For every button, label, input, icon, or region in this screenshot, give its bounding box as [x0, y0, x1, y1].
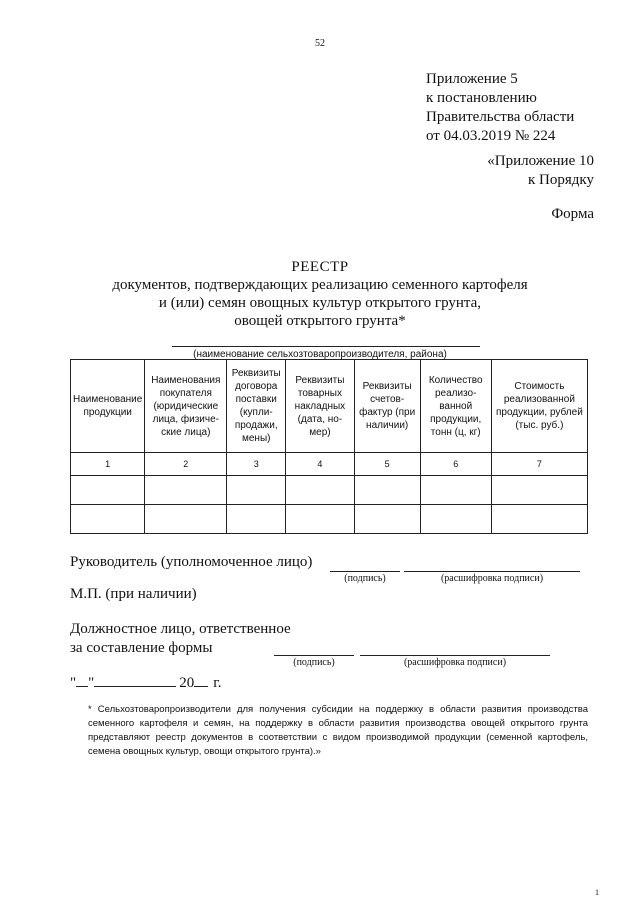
responsible-decode-line[interactable] — [360, 655, 550, 656]
date-year-prefix: 20 — [179, 675, 195, 691]
table-cell[interactable] — [491, 505, 587, 534]
column-number: 7 — [491, 453, 587, 476]
corner-mark: 1 — [595, 888, 599, 897]
header-cell-quantity: Количество реализо-ванной продукции, тонн (ц, кг) — [420, 360, 491, 453]
column-number: 2 — [145, 453, 227, 476]
table-cell[interactable] — [145, 505, 227, 534]
column-number: 4 — [286, 453, 354, 476]
header-cell-waybills: Реквизиты товарных накладных (дата, но-мер) — [286, 360, 354, 453]
table-number-row — [71, 453, 588, 476]
header-cell-invoices: Реквизиты счетов-фактур (при наличии) — [354, 360, 420, 453]
head-signature-caption: (подпись) — [344, 573, 386, 584]
table-row — [71, 476, 588, 505]
title-line-1: РЕЕСТР — [291, 259, 349, 275]
appendix-inner-line-2: к Порядку — [528, 172, 594, 188]
date-year-blank[interactable] — [194, 672, 208, 687]
head-decode-line[interactable] — [404, 571, 580, 572]
form-label: Форма — [551, 206, 594, 222]
table-cell[interactable] — [420, 505, 491, 534]
table-header-row — [71, 360, 588, 453]
appendix-inner-line-1: «Приложение 10 — [487, 153, 594, 169]
date-suffix: г. — [213, 675, 222, 691]
column-number: 3 — [227, 453, 286, 476]
document-title — [0, 258, 640, 330]
header-cell-buyer: Наименования покупателя (юридические лица, физиче-ские лица) — [145, 360, 227, 453]
org-name-caption: (наименование сельхозтоваропроизводителя, района) — [193, 349, 447, 360]
header-cell-contract: Реквизиты договора поставки (купли-продажи, мены) — [227, 360, 286, 453]
column-number: 1 — [71, 453, 145, 476]
table-cell[interactable] — [71, 505, 145, 534]
appendix-line-2: к постановлению — [426, 90, 537, 106]
responsible-signature-line[interactable] — [274, 655, 354, 656]
header-cell-product: Наименование продукции — [71, 360, 145, 453]
table-cell[interactable] — [420, 476, 491, 505]
head-signature-label: Руководитель (уполномоченное лицо) — [70, 554, 313, 570]
header-cell-cost: Стоимость реализованной продукции, рублей (тыс. руб.) — [491, 360, 587, 453]
responsible-line-2: за составление формы — [70, 640, 213, 656]
table-row — [71, 505, 588, 534]
appendix-line-4: от 04.03.2019 № 224 — [426, 128, 556, 144]
responsible-line-1: Должностное лицо, ответственное — [70, 621, 291, 637]
responsible-person-label — [70, 620, 291, 658]
footnote — [70, 703, 588, 759]
table-cell[interactable] — [286, 476, 354, 505]
responsible-decode-caption: (расшифровка подписи) — [403, 657, 507, 668]
appendix-block — [426, 70, 574, 146]
date-mid-quote: " — [88, 675, 95, 691]
head-decode-caption: (расшифровка подписи) — [440, 573, 544, 584]
table-cell[interactable] — [354, 476, 420, 505]
responsible-signature-caption: (подпись) — [293, 657, 335, 668]
footnote-text: * Сельхозтоваропроизводители для получения субсидии на поддержку в области развития производства семенного картофеля и семян, на поддержку в области развития производства овощей открытого грунта представляют реестр документов в соответствии с видом производимой продукции (семенной картофель, семена овощных культур, овощи открытого грунта).» — [88, 704, 588, 757]
appendix-inner-block — [487, 152, 594, 190]
head-signature-line[interactable] — [330, 571, 400, 572]
table-cell[interactable] — [354, 505, 420, 534]
date-open-quote: " — [70, 675, 77, 691]
table-cell[interactable] — [286, 505, 354, 534]
stamp-label: М.П. (при наличии) — [70, 586, 197, 602]
table-cell[interactable] — [71, 476, 145, 505]
date-line — [70, 672, 221, 692]
appendix-line-3: Правительства области — [426, 109, 575, 125]
page-number: 52 — [315, 38, 325, 49]
registry-table — [70, 359, 588, 534]
appendix-line-1: Приложение 5 — [426, 71, 518, 87]
table-cell[interactable] — [227, 505, 286, 534]
date-day-blank[interactable] — [76, 672, 88, 687]
table-cell[interactable] — [227, 476, 286, 505]
column-number: 6 — [420, 453, 491, 476]
title-line-3: и (или) семян овощных культур открытого грунта, — [158, 295, 482, 311]
title-line-2: документов, подтверждающих реализацию семенного картофеля — [112, 277, 528, 293]
org-name-line[interactable] — [172, 346, 480, 347]
date-month-blank[interactable] — [94, 672, 176, 687]
title-line-4: овощей открытого грунта* — [234, 313, 406, 329]
table-cell[interactable] — [145, 476, 227, 505]
column-number: 5 — [354, 453, 420, 476]
table-cell[interactable] — [491, 476, 587, 505]
